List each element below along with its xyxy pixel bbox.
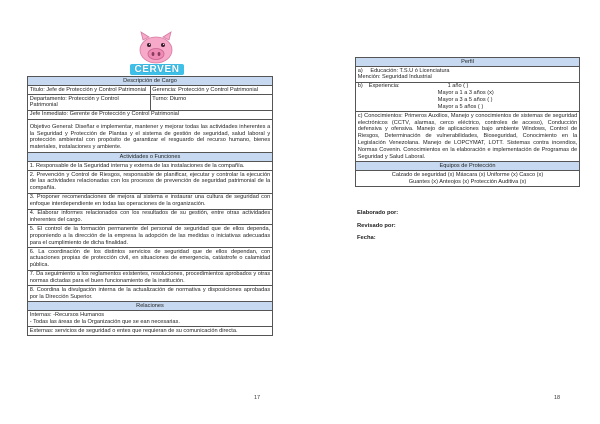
education-cell	[356, 67, 580, 83]
education-prefix: a)	[357, 67, 363, 74]
job-description-header: Descripción de Cargo	[28, 77, 273, 86]
experience-item: Mayor a 1 a 3 años (x)	[437, 90, 494, 97]
experience-label: Experiencia:	[368, 83, 400, 90]
management-cell: Gerencia: Protección y Control Patrimonial	[150, 86, 273, 95]
equipment-line: Calzado de seguridad (x) Máscara (x) Uniforme (x) Casco (x)	[391, 171, 544, 178]
relations-header: Relaciones	[28, 302, 273, 311]
function-item: 8. Coordina la divulgación interna de la actualización de normativa y disposiciones aprobadas por la Dirección Superior.	[28, 286, 273, 302]
function-item: 1. Responsable de la Seguridad interna y externa de las instalaciones de la compañía.	[28, 162, 273, 171]
profile-header: Perfil	[356, 58, 580, 67]
equipment-header: Equipos de Protección	[356, 162, 580, 171]
mention-text: Mención: Seguridad Industrial	[357, 74, 432, 81]
functions-header: Actividades o Funciones	[28, 153, 273, 162]
education-text: Educación: T.S.U ó Licenciatura	[370, 67, 450, 74]
job-title-cell: Titulo: Jefe de Protección y Control Patrimonial	[28, 86, 151, 95]
equipment-line: Guantes (x) Anteojos (x) Protección Auditiva (x)	[408, 178, 527, 185]
experience-item: 1 año ( )	[447, 83, 469, 90]
boss-cell: Jefe Inmediato: Gerente de Protección y Control Patrimonial	[28, 110, 273, 119]
experience-cell	[356, 82, 580, 111]
internal-relations-extra: - Todas las áreas de la Organización que se ean necesarias.	[29, 318, 180, 325]
experience-prefix: b)	[357, 83, 363, 90]
function-item: 6. La coordinación de los distintos servicios de seguridad que de ellos dependan, con actuaciones propias de protección civil, en situaciones de emergencia, catástrofe o calamidad pública.	[28, 247, 273, 270]
equipment-cell	[356, 171, 580, 187]
experience-item: Mayor a 5 años ( )	[437, 103, 484, 110]
external-relations-cell: Externas: servicios de seguridad o entes que requieran de su comunicación directa.	[28, 327, 273, 336]
function-item: 2. Prevención y Control de Riesgos, responsable de planificar, ejecutar y controlar la ejecución de las actividades relacionadas con los procesos de prevención de seguridad patrimonial de la compañía.	[28, 171, 273, 194]
function-item: 5. El control de la formación permanente del personal de seguridad que de ellos dependa, proponiendo a la dirección de la empresa la adopción de las medidas o iniciativas adecuadas para el cumplimiento de dicha finalidad.	[28, 225, 273, 248]
shift-cell: Turno: Diurno	[150, 95, 273, 111]
internal-relations-cell	[28, 311, 273, 327]
profile-table	[355, 57, 580, 187]
internal-relations: Internas: -Recursos Humanos	[29, 311, 105, 318]
department-cell: Departamento: Protección y Control Patrimonial	[28, 95, 151, 111]
reviewed-by-label: Revisado por:	[357, 223, 396, 229]
logo-text: CERVEN	[130, 64, 184, 75]
page-number-left: 17	[254, 395, 261, 402]
experience-item: Mayor a 3 a 5 años ( )	[437, 97, 493, 104]
function-item: 3. Proponer recomendaciones de mejora al sistema e instaurar una cultura de seguridad con enfoque interdependiente en todas las operaciones de la organización.	[28, 193, 273, 209]
knowledge-cell: c) Conocimientos: Primeros Auxilios, Manejo y conocimientos de sistemas de seguridad electrónicos (CCTV, alarmas, cerco eléctrico, controles de acceso), Conducción defensiva y ofensiva. Manejo de aplicaciones bajo ambiente Windows, Control de Riesgos, Determinación de vulnerabilidades, Bioseguridad, Conocimiento en la Legislación Venezolana. Manejo de LOPCYMAT, LOTT. Sistemas contra incendios, Normas Covenin. Conocimientos en la elaboración e implementación de Programas de Seguridad y Salud Laboral.	[356, 112, 580, 162]
date-label: Fecha:	[357, 235, 376, 241]
page-number-right: 18	[554, 395, 561, 402]
job-description-table	[27, 76, 273, 336]
function-item: 4. Elaborar informes relacionados con los resultados de su gestión, entre otras actividades inherentes del cargo.	[28, 209, 273, 225]
objective-cell: Objetivo General: Diseñar e implementar, mantener y mejorar todas las actividades inherentes a la Seguridad y Protección de Plantas y el sistema de gestión de seguridad, salud laboral y protección ambiental con propósito de garantizar el resguardo del recurso humano, bienes materiales, instalaciones y ambiente.	[28, 119, 273, 152]
function-item: 7. Da seguimiento a los reglamentos existentes, resoluciones, procedimientos aprobados y otras normas dictadas para el buen funcionamiento de la institución.	[28, 270, 273, 286]
prepared-by-label: Elaborado por:	[357, 210, 399, 216]
